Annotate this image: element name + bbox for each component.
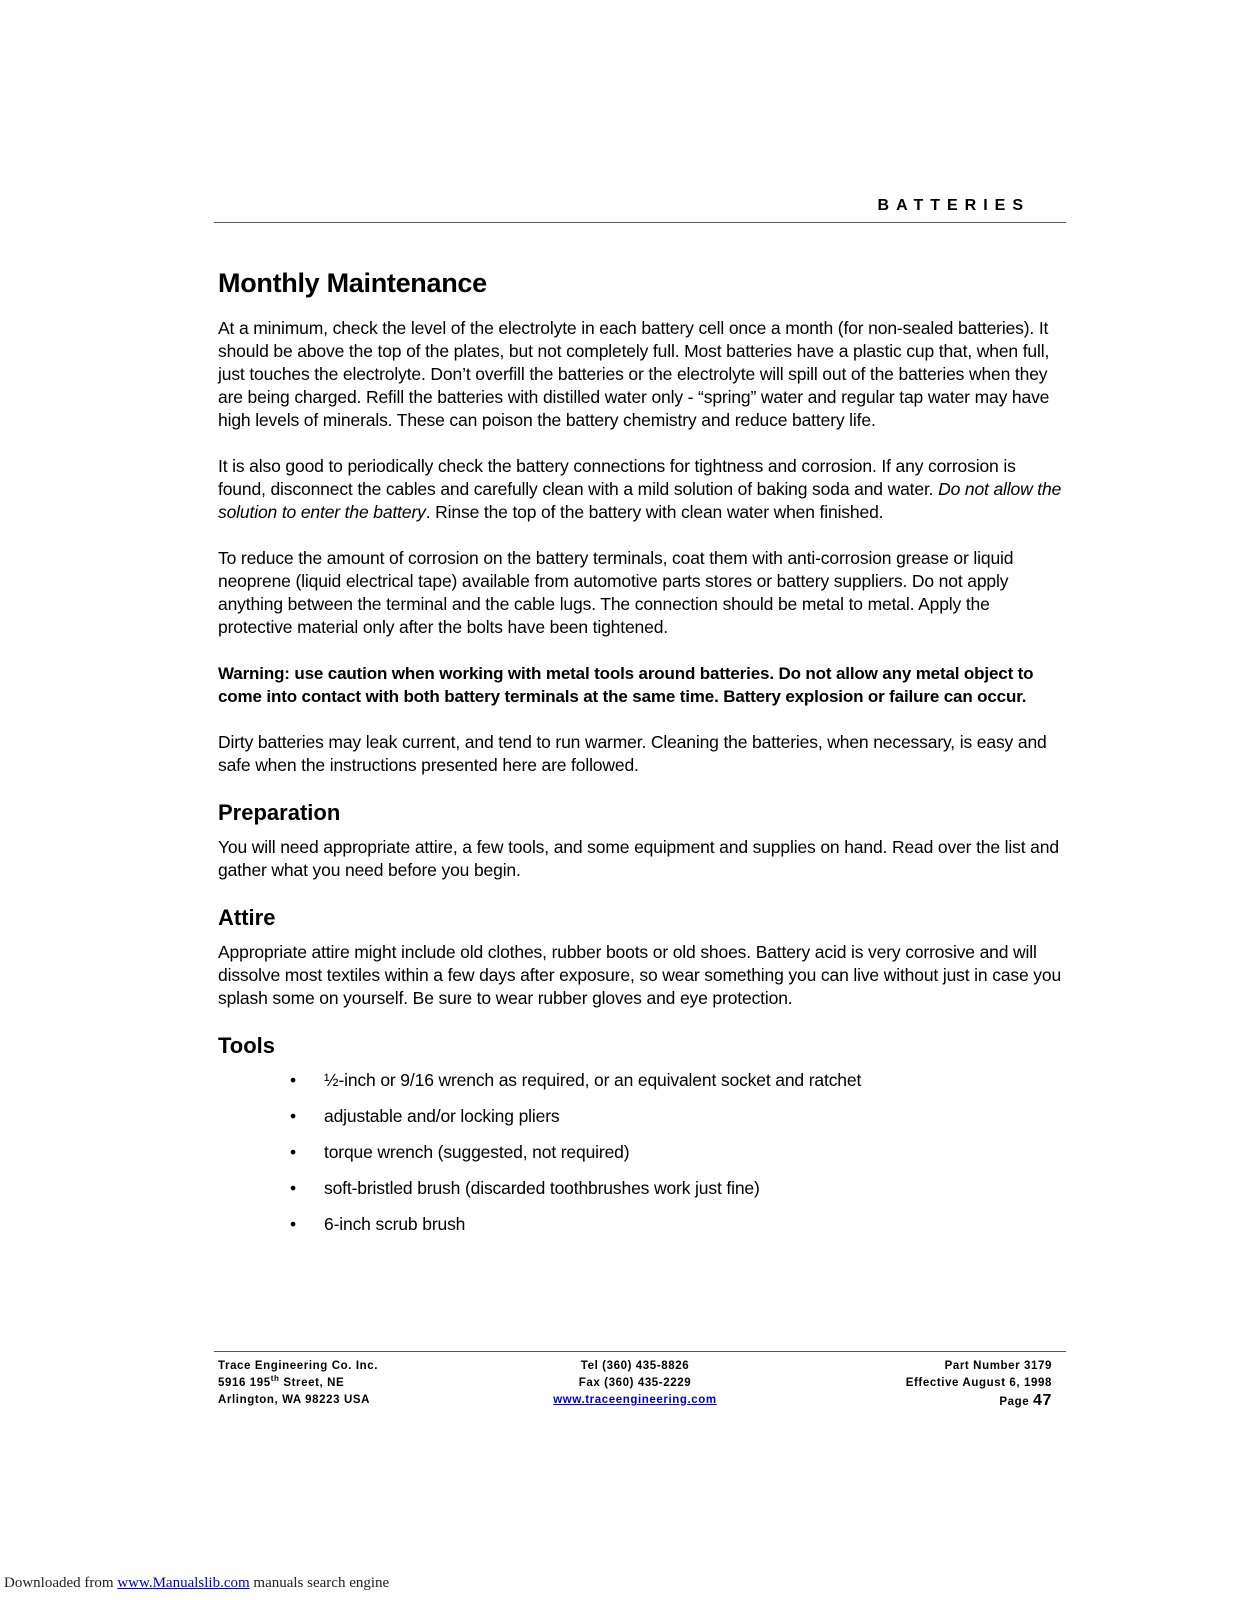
watermark-link[interactable]: www.Manualslib.com (117, 1575, 250, 1591)
paragraph-electrolyte: At a minimum, check the level of the electrolyte in each battery cell once a month (for non-sealed batteries). It should be above the top of the plates, but not completely full. Most batteries have a plastic cup that, when full, just touches the electrolyte. Don’t overfill the batteries or the electrolyte will spill out of the batteries when they are being charged. Refill the batteries with distilled water only - “spring” water and regular tap water may have high levels of minerals. These can poison the battery chemistry and reduce battery life. (218, 318, 1050, 430)
list-item (290, 1213, 1068, 1236)
footer-city: Arlington, WA 98223 USA (218, 1394, 371, 1406)
watermark-prefix: Downloaded from (4, 1575, 118, 1591)
list-item-text: adjustable and/or locking pliers (324, 1106, 560, 1126)
bullet-icon: • (290, 1106, 296, 1126)
list-item-text: soft-bristled brush (discarded toothbrushes work just fine) (324, 1178, 760, 1198)
footer-street-name: Street, NE (279, 1377, 345, 1389)
header-divider (214, 222, 1066, 223)
footer-part-number: Part Number 3179 (944, 1360, 1052, 1372)
download-watermark (4, 1575, 389, 1592)
paragraph-connections-text-2: . Rinse the top of the battery with clean water when finished. (425, 502, 884, 522)
page-number: 47 (1033, 1392, 1052, 1409)
warning-paragraph: Warning: use caution when working with metal tools around batteries. Do not allow any metal object to come into contact with both battery terminals at the same time. Battery explosion or failure can occur. (218, 664, 1034, 706)
bullet-icon: • (290, 1142, 296, 1162)
footer-website-link[interactable]: www.traceengineering.com (553, 1394, 717, 1406)
list-item-text: 6-inch scrub brush (324, 1214, 466, 1234)
paragraph-attire: Appropriate attire might include old clothes, rubber boots or old shoes. Battery acid is very corrosive and will dissolve most textiles within a few days after exposure, so wear something you can live without just in case you splash some on yourself. Be sure to wear rubber gloves and eye protection. (218, 942, 1062, 1008)
footer-company: Trace Engineering Co. Inc. (218, 1360, 379, 1372)
footer-street (218, 1375, 498, 1392)
footer-street-number: 5916 195 (218, 1377, 271, 1389)
list-item (290, 1141, 1068, 1164)
footer-page (790, 1392, 1052, 1411)
paragraph-connections-text-1: It is also good to periodically check the battery connections for tightness and corrosion. If any corrosion is found, disconnect the cables and carefully clean with a mild solution of baking soda and water. (218, 456, 1016, 499)
bullet-icon: • (290, 1178, 296, 1198)
list-item-text: ½-inch or 9/16 wrench as required, or an equivalent socket and ratchet (324, 1070, 862, 1090)
paragraph-preparation: You will need appropriate attire, a few tools, and some equipment and supplies on hand. Read over the list and gather what you need before you begin. (218, 837, 1059, 880)
footer-tel: Tel (360) 435-8826 (580, 1360, 690, 1372)
footer-street-ordinal: th (270, 1374, 280, 1384)
footer-address (218, 1358, 498, 1409)
bullet-icon: • (290, 1214, 296, 1234)
paragraph-connections-italic: Do not allow the solution to enter the battery (218, 479, 1062, 522)
footer-document-info (790, 1358, 1052, 1411)
list-item (290, 1069, 1068, 1092)
page-content (218, 268, 1068, 1249)
list-item-text: torque wrench (suggested, not required) (324, 1142, 630, 1162)
list-item (290, 1105, 1068, 1128)
footer-contact (480, 1358, 790, 1409)
footer-page-label: Page (999, 1396, 1033, 1408)
heading-tools: Tools (218, 1033, 276, 1058)
footer-effective-date: Effective August 6, 1998 (905, 1377, 1052, 1389)
bullet-icon: • (290, 1070, 296, 1090)
section-header-label: BATTERIES (877, 197, 1030, 214)
page-title: Monthly Maintenance (218, 268, 487, 298)
footer-fax: Fax (360) 435-2229 (578, 1377, 692, 1389)
paragraph-dirty-batteries: Dirty batteries may leak current, and tend to run warmer. Cleaning the batteries, when necessary, is easy and safe when the instructions presented here are followed. (218, 732, 1047, 775)
heading-preparation: Preparation (218, 800, 341, 825)
footer-divider (214, 1351, 1066, 1352)
watermark-suffix: manuals search engine (249, 1575, 390, 1591)
paragraph-corrosion: To reduce the amount of corrosion on the battery terminals, coat them with anti-corrosion grease or liquid neoprene (liquid electrical tape) available from automotive parts stores or battery suppliers. Do not apply anything between the terminal and the cable lugs. The connection should be metal to metal. Apply the protective material only after the bolts have been tightened. (218, 548, 1014, 637)
list-item (290, 1177, 1068, 1200)
paragraph-connections (218, 455, 1068, 524)
heading-attire: Attire (218, 905, 276, 930)
tools-list (218, 1069, 1068, 1236)
